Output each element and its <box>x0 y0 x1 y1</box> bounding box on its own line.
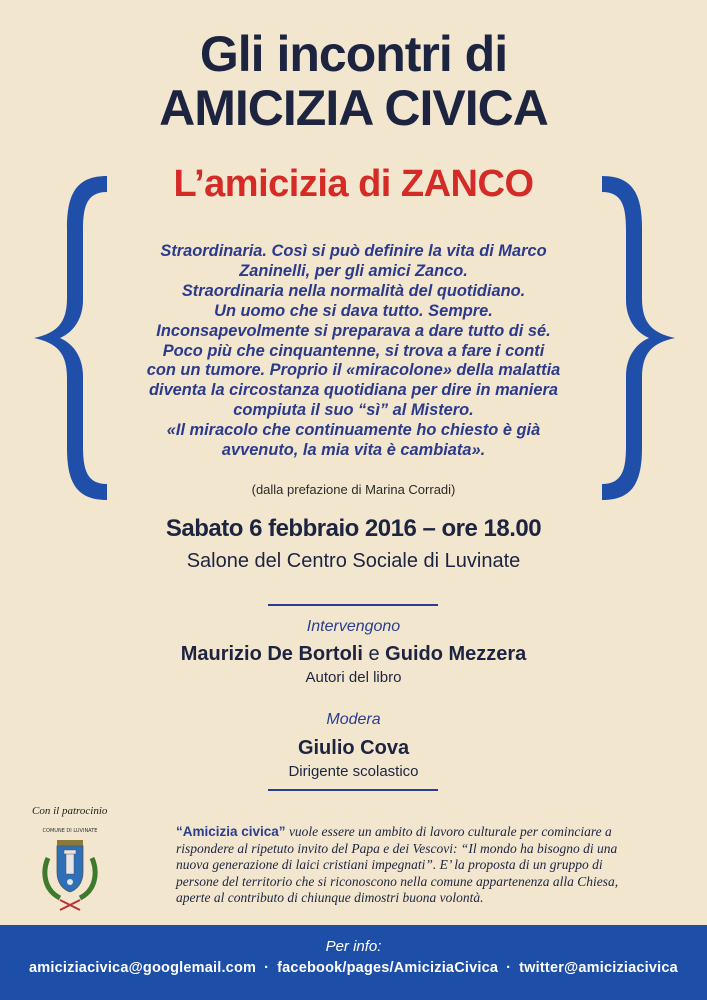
quote-line: diventa la circostanza quotidiana per dire in maniera <box>149 381 558 400</box>
quote-line: compiuta il suo “sì” al Mistero. <box>233 401 474 420</box>
contact-twitter[interactable]: twitter@amiciziacivica <box>519 960 678 976</box>
title-line-2: AMICIZIA CIVICA <box>159 80 548 136</box>
footer-label: Per info: <box>325 938 382 955</box>
quote-line: Un uomo che si dava tutto. Sempre. <box>214 301 493 320</box>
about-line-4: persone del territorio che si riconoscono nella comune appartenenza alla Chiesa, <box>176 873 619 889</box>
quote-line: Zaninelli, per gli amici Zanco. <box>239 261 468 280</box>
quote-source: (dalla prefazione di Marina Corradi) <box>251 482 456 497</box>
about-line-3: nuova generazione di laici cristiani impegnati”. E’ la proposta di un gruppo di <box>176 857 603 872</box>
speakers-conjunction: e <box>368 643 380 665</box>
quote-line: «Il miracolo che continuamente ho chiesto è già <box>166 421 541 440</box>
event-date: Sabato 6 febbraio 2016 – ore 18.00 <box>165 515 542 542</box>
footer-contacts <box>0 960 707 976</box>
speaker-name-1: Maurizio De Bortoli <box>180 643 363 665</box>
left-brace-icon <box>22 168 112 508</box>
about-highlight: “Amicizia civica” <box>176 824 286 839</box>
divider-top <box>268 604 438 606</box>
title-line-1: Gli incontri di <box>199 26 508 82</box>
crest-text: COMUNE DI LUVINATE <box>42 828 98 834</box>
moderator-name: Giulio Cova <box>297 737 410 759</box>
speakers-names <box>0 643 707 666</box>
contact-facebook[interactable]: facebook/pages/AmiciziaCivica <box>277 960 499 976</box>
book-quote <box>105 242 602 461</box>
speakers-label: Intervengono <box>306 618 401 635</box>
right-brace-icon <box>597 168 687 508</box>
about-text <box>176 824 656 907</box>
moderator-role: Dirigente scolastico <box>288 763 419 780</box>
footer-separator: · <box>264 960 270 976</box>
footer-bar <box>0 925 707 1000</box>
contact-email[interactable]: amiciziacivica@googlemail.com <box>29 960 257 976</box>
speaker-name-2: Guido Mezzera <box>385 643 527 665</box>
quote-line: Straordinaria. Così si può definire la vita di Marco <box>160 242 547 260</box>
speakers-role: Autori del libro <box>305 669 402 686</box>
event-venue: Salone del Centro Sociale di Luvinate <box>186 550 521 572</box>
quote-line: avvenuto, la mia vita è cambiata». <box>221 441 486 460</box>
about-line-2: rispondere al ripetuto invito del Papa e dei Vescovi: “Il mondo ha bisogno di una <box>176 840 618 856</box>
subtitle: L’amicizia di ZANCO <box>173 163 534 205</box>
quote-line: Poco più che cinquantenne, si trova a fare i conti <box>162 341 545 360</box>
about-line-1: vuole essere un ambito di lavoro culturale per cominciare a <box>285 824 612 839</box>
about-line-5: aperte al contributo di chiunque dimostri buona volontà. <box>176 890 484 905</box>
quote-line: Straordinaria nella normalità del quotidiano. <box>181 281 526 300</box>
patronage-label: Con il patrocinio <box>32 805 108 817</box>
divider-bottom <box>268 789 438 791</box>
footer-separator: · <box>506 960 512 976</box>
quote-line: con un tumore. Proprio il «miracolone» della malattia <box>146 361 561 380</box>
municipal-crest-icon <box>40 824 100 912</box>
moderator-label: Modera <box>326 711 381 728</box>
quote-line: Inconsapevolmente si preparava a dare tutto di sé. <box>156 321 551 340</box>
